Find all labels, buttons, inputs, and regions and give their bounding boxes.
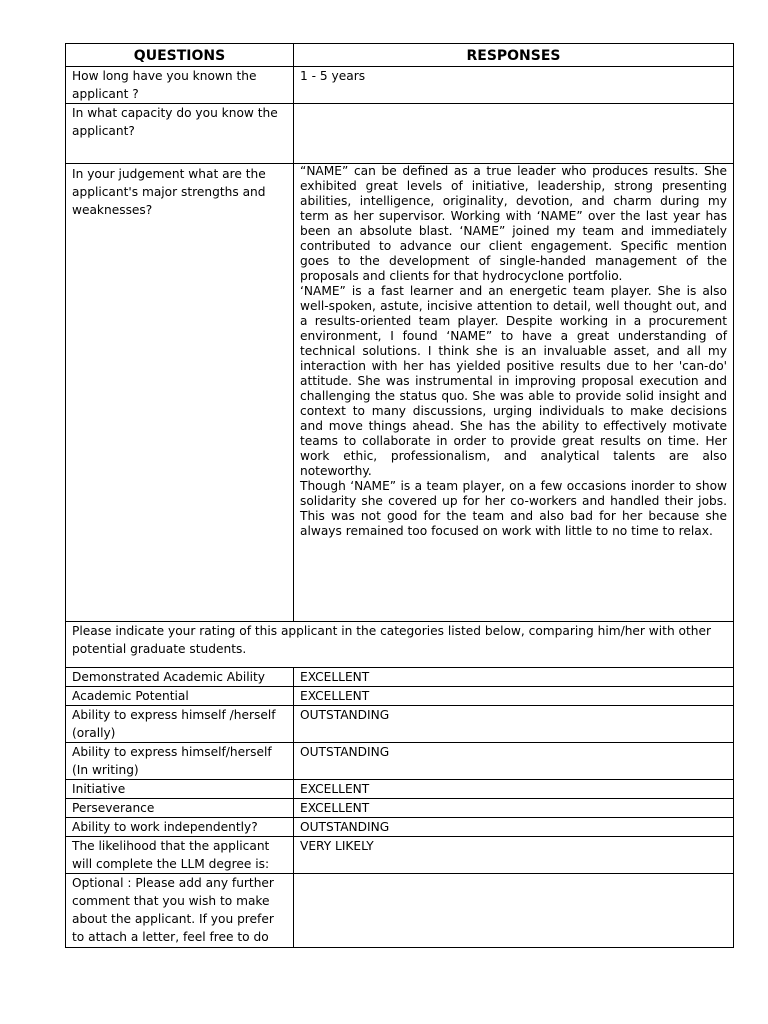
question-cell: How long have you known the applicant ? xyxy=(66,67,294,104)
rating-row xyxy=(66,687,734,706)
rating-row xyxy=(66,706,734,743)
response-paragraph: Though ‘NAME” is a team player, on a few occasions inorder to show solidarity she covered up for her co-workers and handled their jobs. This was not good for the team and also bad for her because she always remained too focused on work with little to no time to relax. xyxy=(300,479,727,538)
rating-row xyxy=(66,743,734,780)
response-cell xyxy=(294,104,734,164)
rating-row xyxy=(66,837,734,874)
rating-value: EXCELLENT xyxy=(294,687,734,706)
rating-category: Demonstrated Academic Ability xyxy=(66,668,294,687)
rating-category: Ability to express himself/herself (In writing) xyxy=(66,743,294,780)
rating-value: EXCELLENT xyxy=(294,668,734,687)
rating-value: OUTSTANDING xyxy=(294,818,734,837)
rating-category: Ability to express himself /herself (orally) xyxy=(66,706,294,743)
rating-category: Academic Potential xyxy=(66,687,294,706)
table-row xyxy=(66,67,734,104)
responses-header: RESPONSES xyxy=(294,44,734,67)
rating-row xyxy=(66,780,734,799)
rating-prompt-row xyxy=(66,622,734,668)
header-row xyxy=(66,44,734,67)
reference-form xyxy=(65,43,734,948)
response-paragraph: ‘NAME” is a fast learner and an energetic team player. She is also well-spoken, astute, incisive attention to detail, well thought out, and a results-oriented team player. Despite working in a procurement environment, I found ‘NAME” to have a great understanding of technical solutions. I think she is an invaluable asset, and all my interaction with her has yielded positive results due to her 'can-do' attitude. She was instrumental in improving proposal execution and challenging the status quo. She was able to provide solid insight and context to many discussions, urging individuals to make decisions and move things ahead. She has the ability to effectively motivate teams to collaborate in order to provide great results on time. Her work ethic, professionalism, and analytical talents are also noteworthy. xyxy=(300,284,727,478)
table-row xyxy=(66,104,734,164)
response-paragraph: “NAME” can be defined as a true leader who produces results. She exhibited great levels of initiative, leadership, strong presenting abilities, intelligence, originality, devotion, and charm during my term as her supervisor. Working with ‘NAME” over the last year has been an absolute blast. ‘NAME” joined my team and immediately contributed to advance our client engagement. Specific mention goes to the development of single-handed management of the proposals and clients for that hydrocyclone portfolio. xyxy=(300,164,727,283)
rating-prompt: Please indicate your rating of this applicant in the categories listed below, comparing him/her with other potential graduate students. xyxy=(66,622,734,668)
rating-value: EXCELLENT xyxy=(294,780,734,799)
rating-row xyxy=(66,668,734,687)
reference-table xyxy=(65,43,734,948)
rating-category: The likelihood that the applicant will complete the LLM degree is: xyxy=(66,837,294,874)
question-cell: In your judgement what are the applicant's major strengths and weaknesses? xyxy=(66,164,294,622)
rating-value: OUTSTANDING xyxy=(294,706,734,743)
question-cell: In what capacity do you know the applicant? xyxy=(66,104,294,164)
rating-category: Ability to work independently? xyxy=(66,818,294,837)
rating-value: OUTSTANDING xyxy=(294,743,734,780)
questions-header: QUESTIONS xyxy=(66,44,294,67)
question-cell: Optional : Please add any further comment that you wish to make about the applicant. If you prefer to attach a letter, feel free to do xyxy=(66,874,294,948)
rating-row xyxy=(66,799,734,818)
rating-category: Initiative xyxy=(66,780,294,799)
table-row xyxy=(66,874,734,948)
response-cell: 1 - 5 years xyxy=(294,67,734,104)
strengths-response-cell xyxy=(294,164,734,622)
rating-value: VERY LIKELY xyxy=(294,837,734,874)
rating-category: Perseverance xyxy=(66,799,294,818)
table-row xyxy=(66,164,734,622)
rating-row xyxy=(66,818,734,837)
response-cell xyxy=(294,874,734,948)
rating-value: EXCELLENT xyxy=(294,799,734,818)
